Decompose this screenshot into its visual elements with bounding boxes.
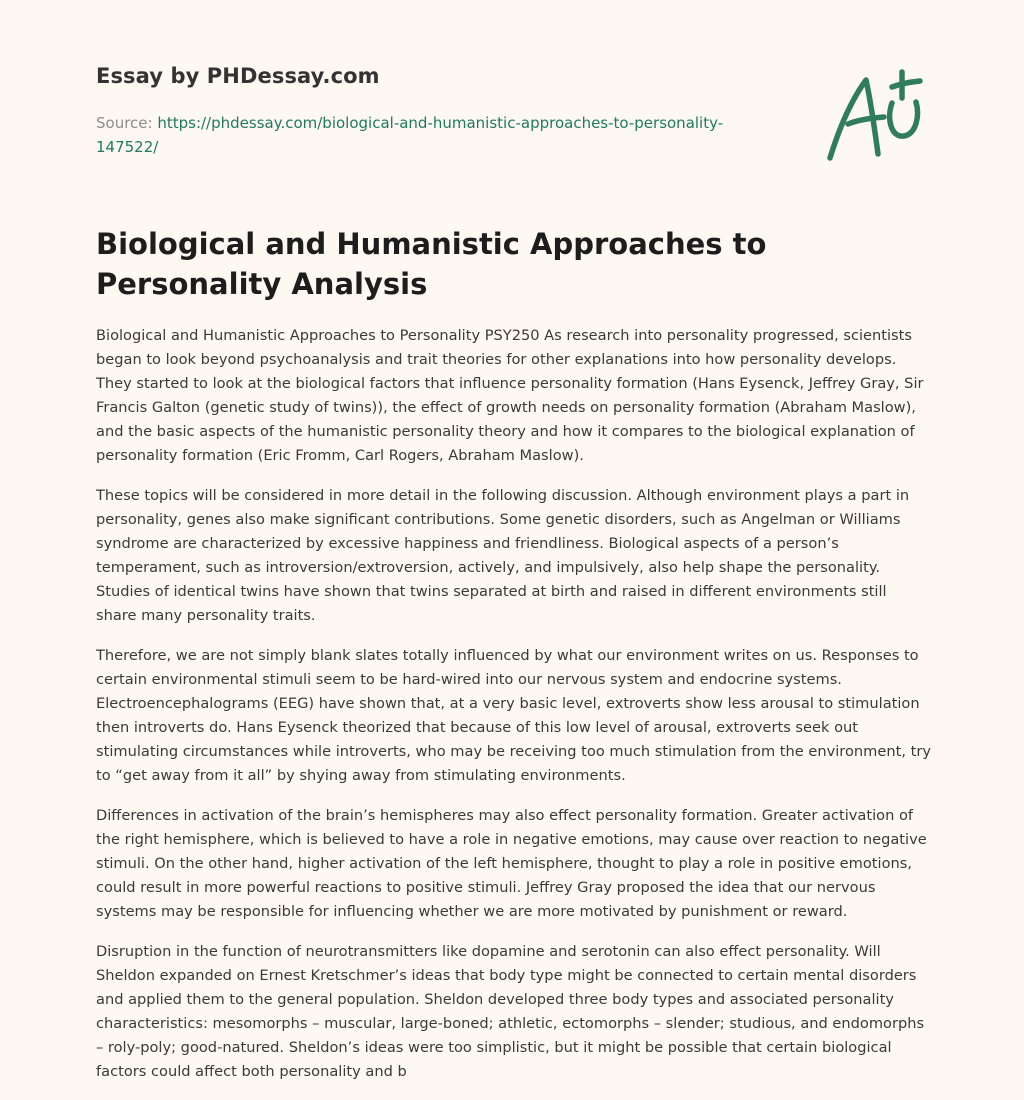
essay-body [96, 324, 931, 1100]
paragraph: Biological and Humanistic Approaches to Personality PSY250 As research into personality progressed, scientists began to look beyond psychoanalysis and trait theories for other explanations into how personality develops. They started to look at the biological factors that influence personality formation (Hans Eysenck, Jeffrey Gray, Sir Francis Galton (genetic study of twins)), the effect of growth needs on personality formation (Abraham Maslow), and the basic aspects of the humanistic personality theory and how it compares to the biological explanation of personality formation (Eric Fromm, Carl Rogers, Abraham Maslow). [96, 327, 924, 464]
source-link[interactable]: https://phdessay.com/biological-and-humanistic-approaches-to-personality-147522/ [96, 114, 724, 156]
source-label: Source: [96, 114, 158, 132]
paragraph: Differences in activation of the brain’s hemispheres may also effect personality formation. Greater activation of the right hemisphere, which is believed to have a role in negative emotions, may cause over reaction to negative stimuli. On the other hand, higher activation of the left hemisphere, thought to play a role in positive emotions, could result in more powerful reactions to positive stimuli. Jeffrey Gray proposed the idea that our nervous systems may be responsible for influencing whether we are more motivated by punishment or reward. [96, 807, 927, 920]
brand-title: Essay by PHDessay.com [96, 64, 380, 88]
a-plus-grade-icon [824, 68, 928, 164]
paragraph: Therefore, we are not simply blank slates totally influenced by what our environment writes on us. Responses to certain environmental stimuli seem to be hard-wired into our nervous system and endocrine systems. Electroencephalograms (EEG) have shown that, at a very basic level, extroverts show less arousal to stimulation then introverts do. Hans Eysenck theorized that because of this low level of arousal, extroverts seek out stimulating circumstances while introverts, who may be receiving too much stimulation from the environment, try to “get away from it all” by shying away from stimulating environments. [96, 647, 931, 784]
paragraph: Disruption in the function of neurotransmitters like dopamine and serotonin can also effect personality. Will Sheldon expanded on Ernest Kretschmer’s ideas that body type might be connected to certain mental disorders and applied them to the general population. Sheldon developed three body types and associated personality characteristics: mesomorphs – muscular, large-boned; athletic, ectomorphs – slender; studious, and endomorphs – roly-poly; good-natured. Sheldon’s ideas were too simplistic, but it might be possible that certain biological factors could affect both personality and b [96, 943, 925, 1080]
page-title: Biological and Humanistic Approaches to Personality Analysis [96, 227, 767, 301]
source-line [96, 111, 776, 159]
paragraph: These topics will be considered in more detail in the following discussion. Although environment plays a part in personality, genes also make significant contributions. Some genetic disorders, such as Angelman or Williams syndrome are characterized by excessive happiness and friendliness. Biological aspects of a person’s temperament, such as introversion/extroversion, actively, and impulsively, also help shape the personality. Studies of identical twins have shown that twins separated at birth and raised in different environments still share many personality traits. [96, 487, 910, 624]
